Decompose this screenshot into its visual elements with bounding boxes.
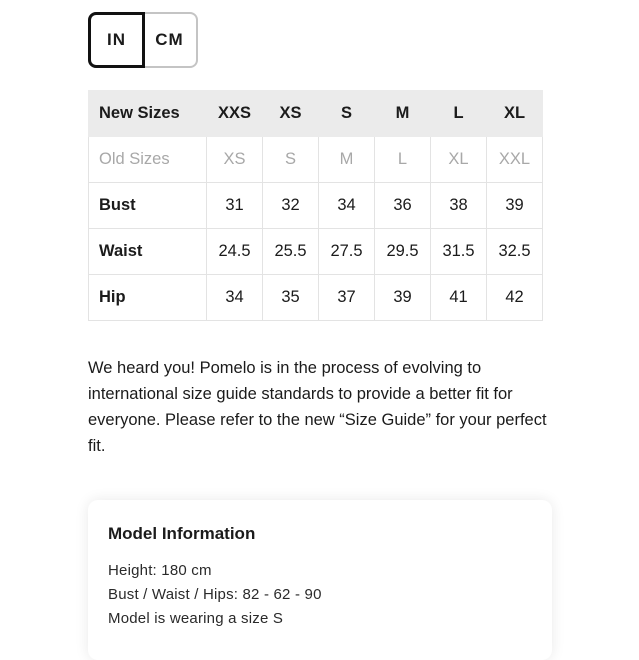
table-cell: L bbox=[375, 137, 431, 183]
table-cell: XXL bbox=[487, 137, 543, 183]
unit-in-button[interactable]: IN bbox=[88, 12, 145, 68]
unit-cm-button[interactable]: CM bbox=[143, 12, 198, 68]
table-cell: 29.5 bbox=[375, 229, 431, 275]
row-label: Hip bbox=[89, 275, 207, 321]
row-label: Old Sizes bbox=[89, 137, 207, 183]
table-cell: S bbox=[263, 137, 319, 183]
table-cell: 39 bbox=[487, 183, 543, 229]
table-row-old-sizes bbox=[89, 137, 543, 183]
row-label: Bust bbox=[89, 183, 207, 229]
model-information-card bbox=[88, 500, 552, 660]
table-cell: 31 bbox=[207, 183, 263, 229]
model-size-worn: Model is wearing a size S bbox=[108, 610, 284, 627]
table-cell: 35 bbox=[263, 275, 319, 321]
table-cell: 27.5 bbox=[319, 229, 375, 275]
table-cell: XS bbox=[207, 137, 263, 183]
header-cell: L bbox=[431, 91, 487, 137]
table-cell: 42 bbox=[487, 275, 543, 321]
table-cell: 39 bbox=[375, 275, 431, 321]
table-cell: 31.5 bbox=[431, 229, 487, 275]
table-header-row bbox=[89, 91, 543, 137]
table-cell: 32.5 bbox=[487, 229, 543, 275]
table-cell: 38 bbox=[431, 183, 487, 229]
size-chart-table bbox=[88, 90, 543, 321]
row-label: Waist bbox=[89, 229, 207, 275]
table-cell: 36 bbox=[375, 183, 431, 229]
table-cell: 32 bbox=[263, 183, 319, 229]
model-info-title: Model Information bbox=[108, 524, 256, 543]
table-cell: 25.5 bbox=[263, 229, 319, 275]
table-cell: 34 bbox=[207, 275, 263, 321]
size-guide-notice: We heard you! Pomelo is in the process of evolving to international size guide standards to provide a better fit for everyone. Please refer to the new “Size Guide” for your perfect fit. bbox=[88, 359, 547, 455]
model-height: Height: 180 cm bbox=[108, 562, 212, 579]
table-cell: 34 bbox=[319, 183, 375, 229]
table-row-bust bbox=[89, 183, 543, 229]
table-cell: 24.5 bbox=[207, 229, 263, 275]
unit-toggle[interactable] bbox=[88, 12, 198, 68]
table-cell: 41 bbox=[431, 275, 487, 321]
header-cell: M bbox=[375, 91, 431, 137]
table-cell: M bbox=[319, 137, 375, 183]
table-cell: XL bbox=[431, 137, 487, 183]
table-row-waist bbox=[89, 229, 543, 275]
table-row-hip bbox=[89, 275, 543, 321]
header-cell: S bbox=[319, 91, 375, 137]
header-cell: XXS bbox=[207, 91, 263, 137]
header-cell: XL bbox=[487, 91, 543, 137]
header-cell: XS bbox=[263, 91, 319, 137]
header-cell-label: New Sizes bbox=[89, 91, 207, 137]
table-cell: 37 bbox=[319, 275, 375, 321]
model-measurements: Bust / Waist / Hips: 82 - 62 - 90 bbox=[108, 586, 322, 603]
